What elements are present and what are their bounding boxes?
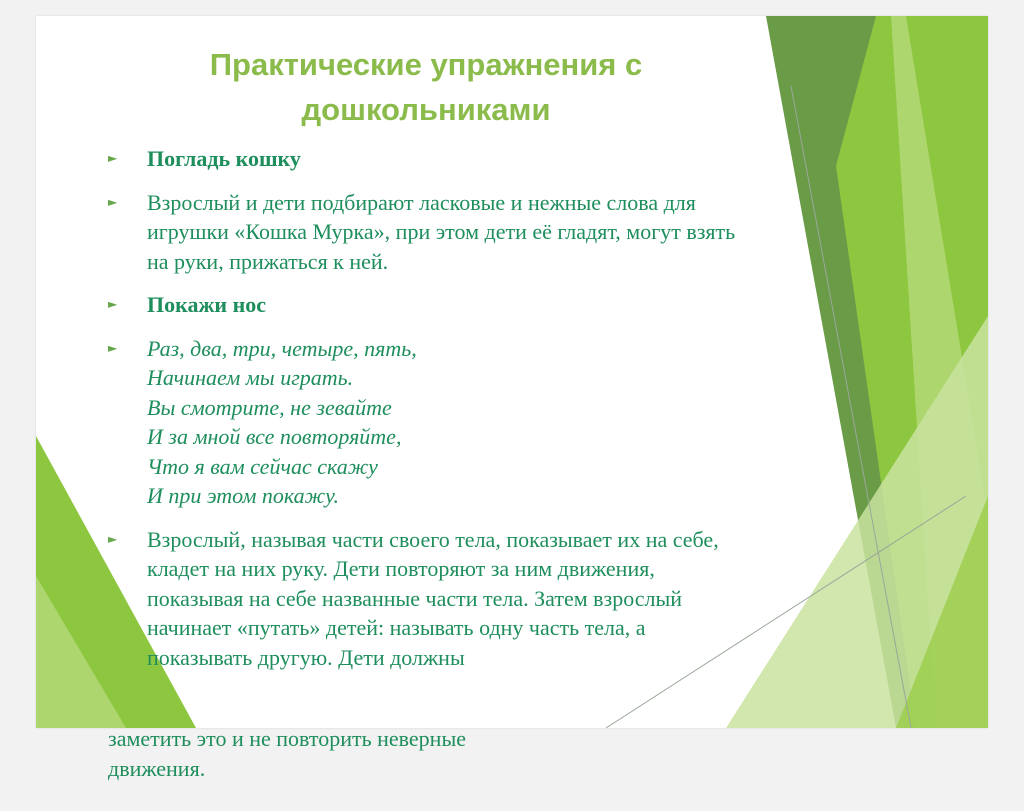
exercise-title-show-nose: Покажи нос [147,292,267,317]
exercise-description-show-nose: Взрослый, называя части своего тела, показывает их на себе, кладет на них руку. Дети повторяют за ним движения, показывая на себе названные части тела. Затем взрослый начинает «путать» детей: называть одну часть тела, а показывать другую. Дети должны [147,526,719,670]
poem-line: И при этом покажу. [147,483,339,508]
bullet-arrow-icon: ► [108,297,118,311]
bullet-item [108,334,748,511]
poem-line: Вы смотрите, не зевайте [147,394,392,420]
overflow-line: движения. [108,755,206,781]
bullet-item [108,290,748,320]
bullet-item [108,525,748,673]
slide-title [116,42,736,132]
exercise-title-pet-cat: Погладь кошку [147,146,301,171]
bullet-arrow-icon: ► [108,194,118,209]
title-line-1: Практические упражнения с [209,47,643,82]
overflow-text [108,724,748,783]
slide [36,16,988,728]
bullet-list [108,144,748,686]
poem-line: Раз, два, три, четыре, пять, [147,335,417,361]
title-line-2: дошкольниками [301,92,551,127]
exercise-description-pet-cat: Взрослый и дети подбирают ласковые и нежные слова для игрушки «Кошка Мурка», при этом дети её гладят, могут взять на руки, прижаться к ней. [147,189,736,274]
poem-line: Что я вам сейчас скажу [147,453,378,479]
bullet-arrow-icon: ► [108,340,118,355]
overflow-line: заметить это и не повторить неверные [108,726,466,751]
bullet-arrow-icon: ► [108,151,118,165]
poem-line: И за мной все повторяйте, [147,424,402,449]
poem-line: Начинаем мы играть. [147,365,354,390]
bullet-item [108,144,748,174]
bullet-item [108,188,748,277]
bullet-arrow-icon: ► [108,531,118,546]
